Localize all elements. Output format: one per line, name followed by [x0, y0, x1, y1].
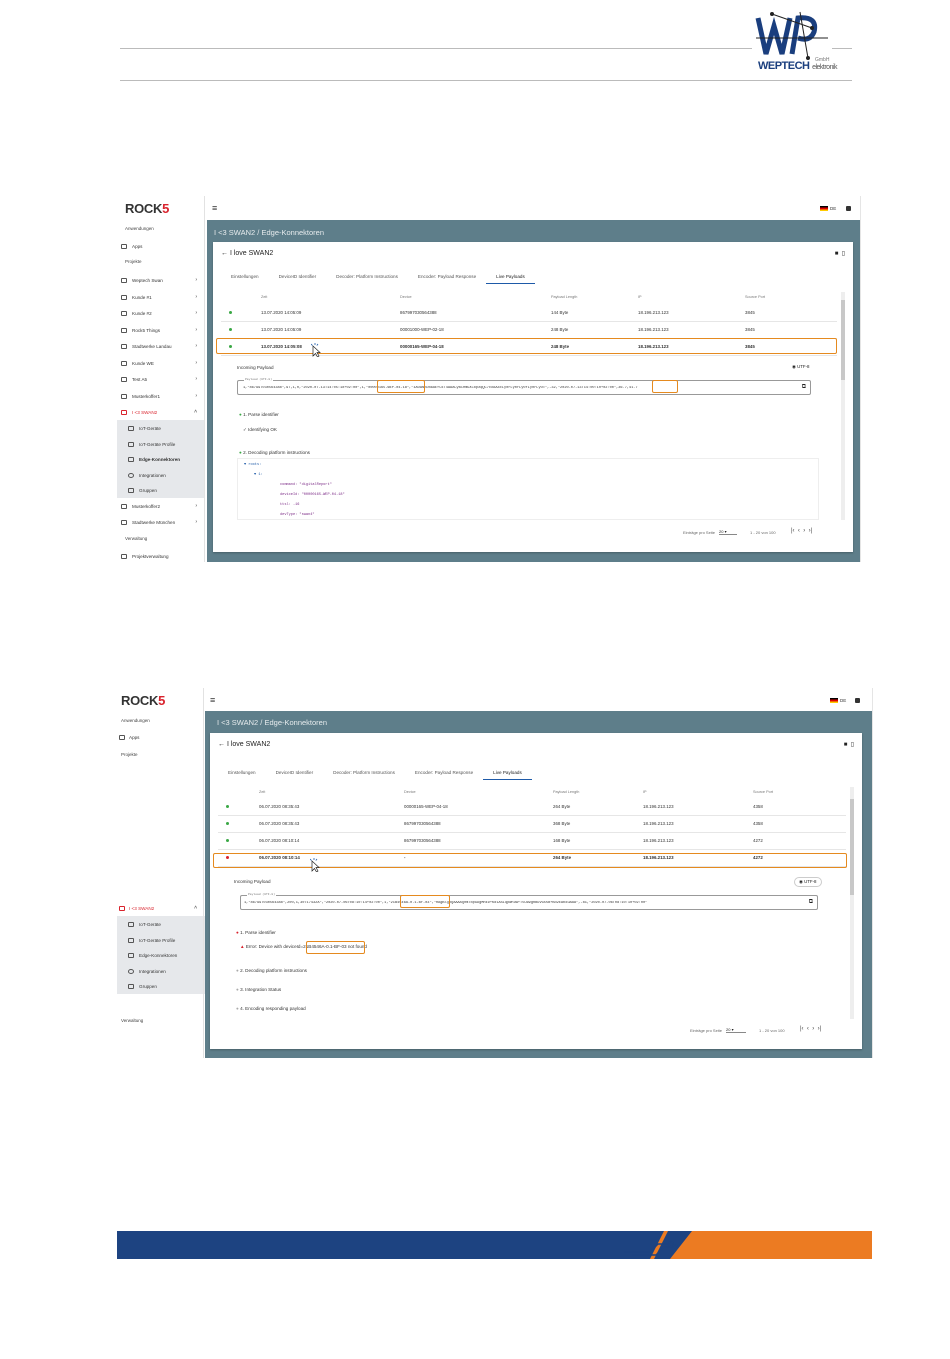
admin-icon	[121, 554, 127, 559]
step-decoding[interactable]: ● 2. Decoding platform instructions	[239, 450, 310, 455]
user-icon[interactable]	[846, 206, 851, 211]
tree-leaf: deviceId: "00000165-WEP-04-18"	[280, 493, 345, 497]
menu-icon[interactable]: ≡	[210, 695, 216, 705]
table-row[interactable]: 13.07.2020 14:05:09 00001000-WEP-02-18 248 Byte 18.196.213.123 3845	[221, 322, 837, 339]
connector-card	[210, 733, 862, 1049]
language-label[interactable]: DE	[830, 206, 837, 211]
status-dot-ok	[229, 311, 232, 314]
tab-bar	[218, 766, 532, 780]
sidebar-item-project[interactable]: Rock5 Things ›	[117, 322, 205, 338]
copy-icon[interactable]: ⧉	[801, 384, 806, 390]
sidebar-subitem-integrations[interactable]: Integrationen	[117, 963, 205, 979]
breadcrumb-page: Edge-Konnektoren	[264, 718, 328, 727]
brand-logo: ROCK5	[125, 201, 170, 216]
tree-leaf: command: "digitalReport"	[280, 483, 332, 487]
status-dot-ok	[226, 805, 229, 808]
sidebar-section-projects: Projekte	[125, 259, 142, 264]
col-payload-length[interactable]: Payload Length	[553, 790, 580, 794]
rows-per-page-label: Einträge pro Seite	[683, 530, 716, 535]
incoming-payload-label: Incoming Payload	[237, 365, 274, 370]
card-actions	[835, 250, 845, 257]
col-source-port[interactable]: Source Port	[753, 790, 774, 794]
prev-page-icon[interactable]: ‹	[797, 528, 800, 534]
tab-deviceid-identifier[interactable]: DeviceID Identifier	[275, 770, 314, 775]
tab-decoder[interactable]: Decoder: Platform Instructions	[336, 274, 398, 279]
sidebar	[117, 196, 205, 562]
pager	[791, 528, 812, 534]
encoding-toggle[interactable]: ◉ UTF-8	[794, 877, 822, 887]
folder-icon	[121, 410, 127, 415]
col-time[interactable]: Zeit	[261, 295, 268, 299]
sidebar-subitem-integrations[interactable]: Integrationen	[117, 467, 205, 483]
groups-icon	[128, 984, 134, 989]
col-time[interactable]: Zeit	[259, 790, 266, 794]
folder-icon	[121, 520, 127, 525]
device-icon	[128, 922, 134, 927]
logo-wordmark: WEPTECH elektronik	[758, 60, 838, 72]
sidebar-subitem-groups[interactable]: Gruppen	[117, 978, 205, 994]
screenshot-live-payloads-error	[117, 688, 873, 1058]
step-parse-identifier[interactable]: ● 1. Parse identifier	[239, 412, 279, 417]
scrollbar-thumb[interactable]	[850, 799, 854, 895]
sidebar-divider	[204, 196, 205, 562]
highlight-missing-device-id	[306, 941, 365, 954]
payload-field[interactable]	[237, 380, 811, 395]
sidebar-section-projects: Projekte	[121, 752, 138, 757]
highlight-device-id	[400, 895, 450, 908]
rows-per-page-select[interactable]: 20 ▾	[719, 529, 737, 535]
connector-icon	[128, 953, 134, 958]
col-ip[interactable]: IP	[643, 790, 647, 794]
folder-icon	[121, 295, 127, 300]
status-dot-ok	[226, 839, 229, 842]
step-decoding[interactable]: ● 2. Decoding platform instructions	[236, 968, 307, 973]
eye-icon: ◉	[792, 364, 798, 369]
language-label[interactable]: DE	[840, 698, 847, 703]
sidebar-subitem-iot-devices[interactable]: IoT-Geräte	[117, 420, 205, 436]
sidebar-section-admin: Verwaltung	[121, 1018, 144, 1023]
sidebar-item-project[interactable]: Kunde #1 ›	[117, 289, 205, 305]
error-message: ▲ Error: Device with deviceId=21B4546A-0.1-BF-03 not found	[240, 944, 367, 949]
header-rule-top-right	[832, 48, 852, 49]
card-actions	[844, 741, 854, 748]
col-payload-length[interactable]: Payload Length	[551, 295, 578, 299]
delete-icon[interactable]: ▯	[850, 742, 854, 748]
device-icon	[128, 426, 134, 431]
prev-page-icon[interactable]: ‹	[806, 1026, 809, 1032]
folder-icon	[121, 504, 127, 509]
tab-encoder[interactable]: Encoder: Payload Response	[417, 274, 477, 279]
sidebar-item-apps[interactable]: Apps	[117, 729, 205, 745]
breadcrumb-sep: /	[255, 228, 262, 237]
folder-icon	[121, 328, 127, 333]
folder-icon	[121, 311, 127, 316]
copy-icon[interactable]: ⧉	[808, 899, 813, 905]
sidebar-subitem-groups[interactable]: Gruppen	[117, 482, 205, 498]
status-dot-pending: ●	[236, 968, 241, 973]
warning-icon: ▲	[240, 944, 246, 949]
sidebar-subitem-device-profiles[interactable]: IoT-Geräte Profile	[117, 932, 205, 948]
table-row-selected[interactable]: 13.07.2020 14:05:08 00000165-WEP-04-18 248 Byte 18.196.213.123 3845	[221, 339, 837, 356]
circuit-trace-icon	[622, 1236, 682, 1256]
table-row[interactable]: 13.07.2020 14:05:09 867997030564388 144 Byte 18.196.213.123 3845	[221, 305, 837, 322]
folder-icon	[119, 906, 125, 911]
table-row-selected[interactable]: 06.07.2020 08:10:14 - 264 Byte 18.196.213.123 4272	[218, 850, 846, 867]
mouse-cursor-icon	[311, 343, 321, 357]
identifying-ok: ✓ Identifying OK	[243, 427, 277, 432]
payload-value: 1,"867997030564388",97,1,0,"2020-07-13T14:05:18+02:00",1,"00000165-WEP-04-18","iAOANZDB6AEfCkT4AAACyBCHmGXCopXqQC7cXAA4cLy0rLy0rLy0rLy0rLyU=",-32,"2020-07-13T14:00:10+02:00",36.7,41.7	[243, 386, 638, 390]
header-rule-bottom	[120, 80, 852, 81]
status-dot-ok: ●	[239, 450, 244, 455]
folder-icon	[121, 361, 127, 366]
step-encoding[interactable]: ● 4. Encoding responding payload	[236, 1006, 306, 1011]
scrollbar-track[interactable]	[841, 292, 845, 520]
sidebar-item-project[interactable]: Kunde WE ›	[117, 355, 205, 371]
mouse-cursor-icon	[310, 858, 320, 872]
user-icon[interactable]	[855, 698, 860, 703]
folder-icon	[121, 278, 127, 283]
tab-live-payloads[interactable]: Live Payloads	[483, 766, 532, 780]
scrollbar-track[interactable]	[850, 787, 854, 1019]
sidebar-subitem-edge-connectors[interactable]: Edge-Konnektoren	[117, 451, 205, 467]
footer-orange-band	[670, 1231, 872, 1259]
tab-decoder[interactable]: Decoder: Platform Instructions	[333, 770, 395, 775]
payload-field-label: Payload (UTF-8)	[248, 893, 276, 896]
delete-icon[interactable]: ▯	[841, 251, 845, 257]
header-rule-top	[120, 48, 752, 49]
sidebar-item-swan2[interactable]: I <3 SWAN2 ˄	[117, 404, 205, 420]
breadcrumb-sep: /	[258, 718, 265, 727]
tab-deviceid-identifier[interactable]: DeviceID Identifier	[278, 274, 317, 279]
col-device[interactable]: Device	[404, 790, 416, 794]
status-dot-ok: ●	[239, 412, 244, 417]
sidebar-item-project-admin[interactable]: Projektverwaltung	[117, 548, 205, 562]
apps-icon	[119, 735, 125, 740]
col-source-port[interactable]: Source Port	[745, 295, 766, 299]
status-dot-ok	[229, 328, 232, 331]
breadcrumb-root[interactable]: I <3 SWAN2	[217, 718, 259, 727]
page-range: 1 - 20 von 100	[750, 530, 776, 535]
apps-icon	[121, 244, 127, 249]
tree-leaf: devType: "swan4"	[280, 513, 315, 517]
sidebar-subitem-device-profiles[interactable]: IoT-Geräte Profile	[117, 436, 205, 452]
card-title: ← I love SWAN2	[221, 250, 274, 257]
decoded-tree	[237, 458, 819, 520]
status-dot-error: ●	[236, 930, 241, 935]
tab-settings[interactable]: Einstellungen	[231, 274, 259, 279]
tree-leaf: ttsl: -16	[280, 503, 300, 507]
next-page-icon[interactable]: ›	[812, 1026, 815, 1032]
col-device[interactable]: Device	[400, 295, 412, 299]
payload-field[interactable]	[240, 895, 818, 910]
flag-de-icon[interactable]	[820, 206, 828, 211]
brand-logo: ROCK5	[121, 693, 166, 708]
screenshot-live-payloads-ok	[117, 196, 861, 562]
pager	[800, 1026, 821, 1032]
sidebar-item-swan2[interactable]: I <3 SWAN2 ˄	[117, 900, 205, 916]
card-title: ← I love SWAN2	[218, 741, 271, 748]
breadcrumb	[214, 228, 324, 237]
logo-gmbh: GmbH	[815, 57, 830, 63]
sidebar-item-project[interactable]: Stadtwerke München ›	[117, 514, 205, 530]
sidebar-item-apps[interactable]: Apps	[117, 238, 205, 254]
status-dot-pending: ●	[236, 987, 241, 992]
check-icon: ✓	[243, 427, 249, 432]
sidebar-subitem-edge-connectors[interactable]: Edge-Konnektoren	[117, 947, 205, 963]
sidebar-divider	[203, 688, 204, 1058]
rows-per-page-select[interactable]: 20 ▾	[726, 1027, 746, 1033]
tab-live-payloads[interactable]: Live Payloads	[486, 270, 535, 284]
sidebar-subitem-iot-devices[interactable]: IoT-Geräte	[117, 916, 205, 932]
groups-icon	[128, 488, 134, 493]
breadcrumb-page: Edge-Konnektoren	[261, 228, 325, 237]
encoding-toggle[interactable]: ◉ UTF-8	[792, 364, 810, 369]
folder-icon	[121, 344, 127, 349]
first-page-icon[interactable]: |‹	[800, 1026, 804, 1032]
last-page-icon[interactable]: ›|	[808, 528, 813, 534]
sidebar-section-admin: Verwaltung	[125, 536, 148, 541]
sidebar-item-project[interactable]: Weptech Swan ›	[117, 272, 205, 288]
sidebar-item-project[interactable]: Stadtwerke Landau ›	[117, 338, 205, 354]
tab-bar	[221, 270, 535, 284]
table-row[interactable]: 06.07.2020 08:10:14 867997030564388 168 Byte 18.196.213.123 4272	[218, 833, 846, 850]
scrollbar-thumb[interactable]	[841, 300, 845, 380]
sidebar	[117, 688, 205, 1058]
tab-settings[interactable]: Einstellungen	[228, 770, 256, 775]
flag-de-icon[interactable]	[830, 698, 838, 703]
cloud-icon	[128, 473, 134, 478]
sidebar-item-project[interactable]: Kunde #2 ›	[117, 305, 205, 321]
step-parse-identifier[interactable]: ● 1. Parse identifier	[236, 930, 276, 935]
sidebar-section-applications: Anwendungen	[125, 226, 154, 231]
table-row[interactable]: 06.07.2020 08:35:43 867997030564388 368 Byte 18.196.213.123 4358	[218, 816, 846, 833]
highlight-selected-row	[213, 853, 847, 868]
sidebar-section-applications: Anwendungen	[121, 718, 150, 723]
step-integration[interactable]: ● 3. Integration Status	[236, 987, 282, 992]
last-page-icon[interactable]: ›|	[817, 1026, 822, 1032]
first-page-icon[interactable]: |‹	[791, 528, 795, 534]
grid-icon	[128, 938, 134, 943]
incoming-payload-label: Incoming Payload	[234, 879, 271, 884]
tab-encoder[interactable]: Encoder: Payload Response	[414, 770, 474, 775]
menu-icon[interactable]: ≡	[212, 203, 218, 213]
tree-root[interactable]: ▼ roots:	[244, 463, 262, 467]
highlight-device-id	[377, 380, 425, 393]
next-page-icon[interactable]: ›	[803, 528, 806, 534]
breadcrumb	[217, 718, 327, 727]
eye-icon: ◉	[799, 879, 805, 884]
highlight-selected-row	[216, 338, 837, 354]
payload-field-label: Payload (UTF-8)	[245, 378, 273, 381]
col-ip[interactable]: IP	[638, 295, 642, 299]
rows-per-page-label: Einträge pro Seite	[690, 1028, 723, 1033]
cloud-icon	[128, 969, 134, 974]
status-dot-pending: ●	[236, 1006, 241, 1011]
sidebar-item-project[interactable]: Test A5 ›	[117, 371, 205, 387]
sidebar-item-project[interactable]: Musterkoffer1 ›	[117, 388, 205, 404]
folder-icon	[121, 377, 127, 382]
sidebar-item-project[interactable]: Musterkoffer2 ›	[117, 498, 205, 514]
connector-card	[213, 242, 853, 552]
back-icon[interactable]: ←	[218, 741, 227, 748]
tree-node[interactable]: ▼ 1:	[254, 473, 263, 477]
highlight-values	[652, 380, 678, 393]
grid-icon	[128, 442, 134, 447]
page-range: 1 - 20 von 100	[759, 1028, 785, 1033]
connector-icon	[128, 457, 134, 462]
status-dot-ok	[226, 822, 229, 825]
back-icon[interactable]: ←	[221, 250, 230, 257]
folder-icon	[121, 394, 127, 399]
save-icon[interactable]: ■	[843, 742, 848, 748]
table-row[interactable]: 06.07.2020 08:35:43 00000165-WEP-04-18 264 Byte 18.196.213.123 4358	[218, 799, 846, 816]
save-icon[interactable]: ■	[834, 251, 839, 257]
payload-value: 1,"867997030564388",200,1,30717432A","2020-07-06T08:10:14+02:00",1,"21B4546A-0.1-BF-03","HAgBlQRQAAAAQ0mTbpG9gMnkD+Kd1ASIqpWhuw+T5CW9gRBuvG5sB+Bd2EAKkuAAA",-81,"2020-07-06T08:10:10+02:00"	[244, 901, 648, 905]
breadcrumb-root[interactable]: I <3 SWAN2	[214, 228, 256, 237]
